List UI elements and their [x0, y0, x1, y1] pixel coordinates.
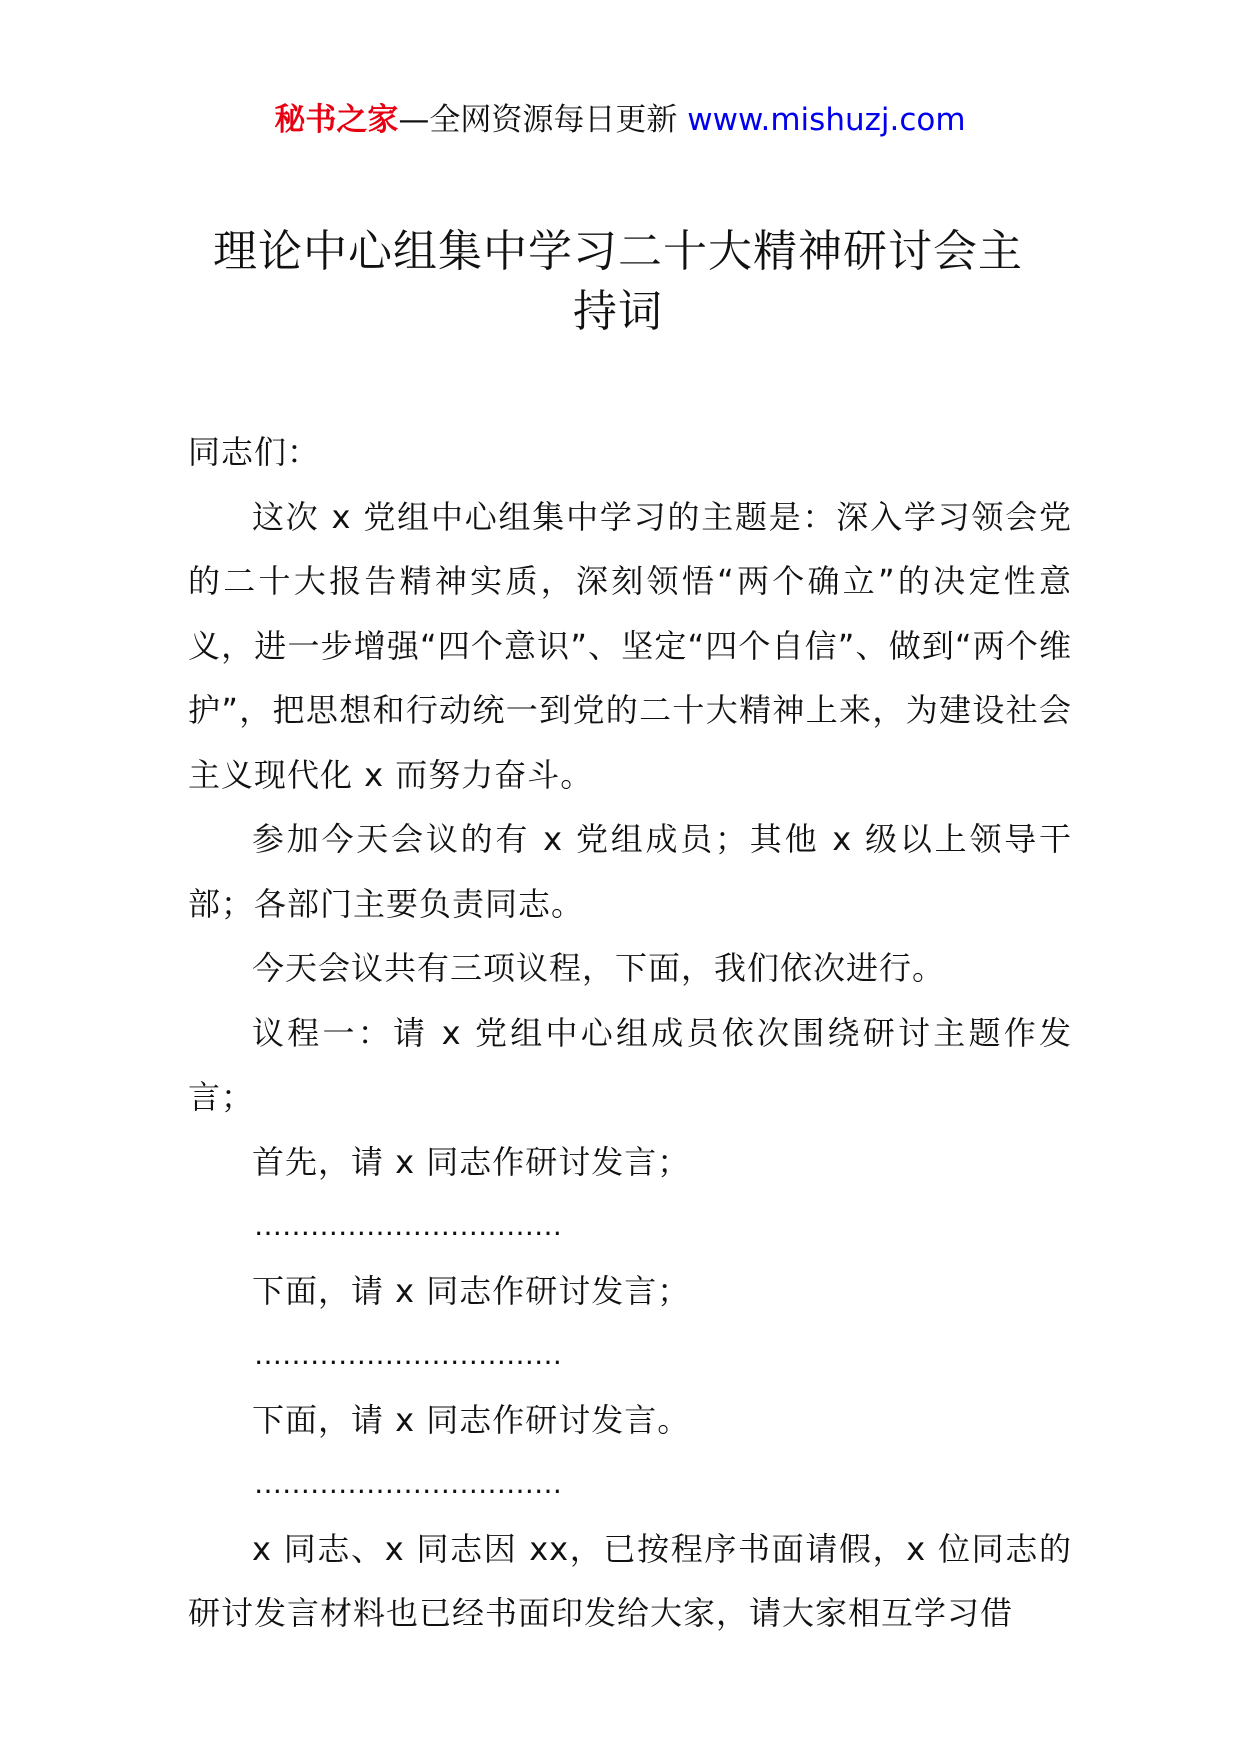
paragraph-next-speaker: 下面，请 x 同志作研讨发言。 [252, 1400, 691, 1439]
document-title [188, 222, 1048, 342]
watermark-header [0, 98, 1240, 142]
ellipsis-line: …………………………… [254, 1209, 562, 1242]
title-line-2: 持词 [573, 286, 663, 337]
paragraph-attendees: 参加今天会议的有 x 党组成员；其他 x 级以上领导干部；各部门主要负责同志。 [188, 820, 1072, 923]
site-link[interactable]: www.mishuzj.com [687, 102, 966, 138]
salutation: 同志们： [188, 433, 321, 471]
paragraph-leave-notice: x 同志、x 同志因 xx，已按程序书面请假，x 位同志的研讨发言材料也已经书面印发给大家，请大家相互学习借 [188, 1529, 1072, 1632]
paragraph-agenda-intro: 今天会议共有三项议程，下面，我们依次进行。 [252, 949, 946, 987]
ellipsis-line: …………………………… [254, 1338, 562, 1371]
brand-name: 秘书之家 [274, 102, 399, 138]
paragraph-next-speaker: 下面，请 x 同志作研讨发言； [252, 1271, 691, 1310]
paragraph-first-speaker: 首先，请 x 同志作研讨发言； [252, 1142, 691, 1181]
title-line-1: 理论中心组集中学习二十大精神研讨会主 [213, 226, 1023, 277]
paragraph-agenda-one: 议程一：请 x 党组中心组成员依次围绕研讨主题作发言； [188, 1013, 1072, 1116]
ellipsis-line: …………………………… [254, 1467, 562, 1500]
paragraph-theme: 这次 x 党组中心组集中学习的主题是：深入学习领会党的二十大报告精神实质，深刻领悟“两个确立”的决定性意义，进一步增强“四个意识”、坚定“四个自信”、做到“两个维护”，把思想和行动统一到党的二十大精神上来，为建设社会主义现代化 x 而努力奋斗。 [188, 497, 1072, 794]
document-body [188, 420, 1072, 1646]
header-tagline: —全网资源每日更新 [398, 102, 688, 138]
